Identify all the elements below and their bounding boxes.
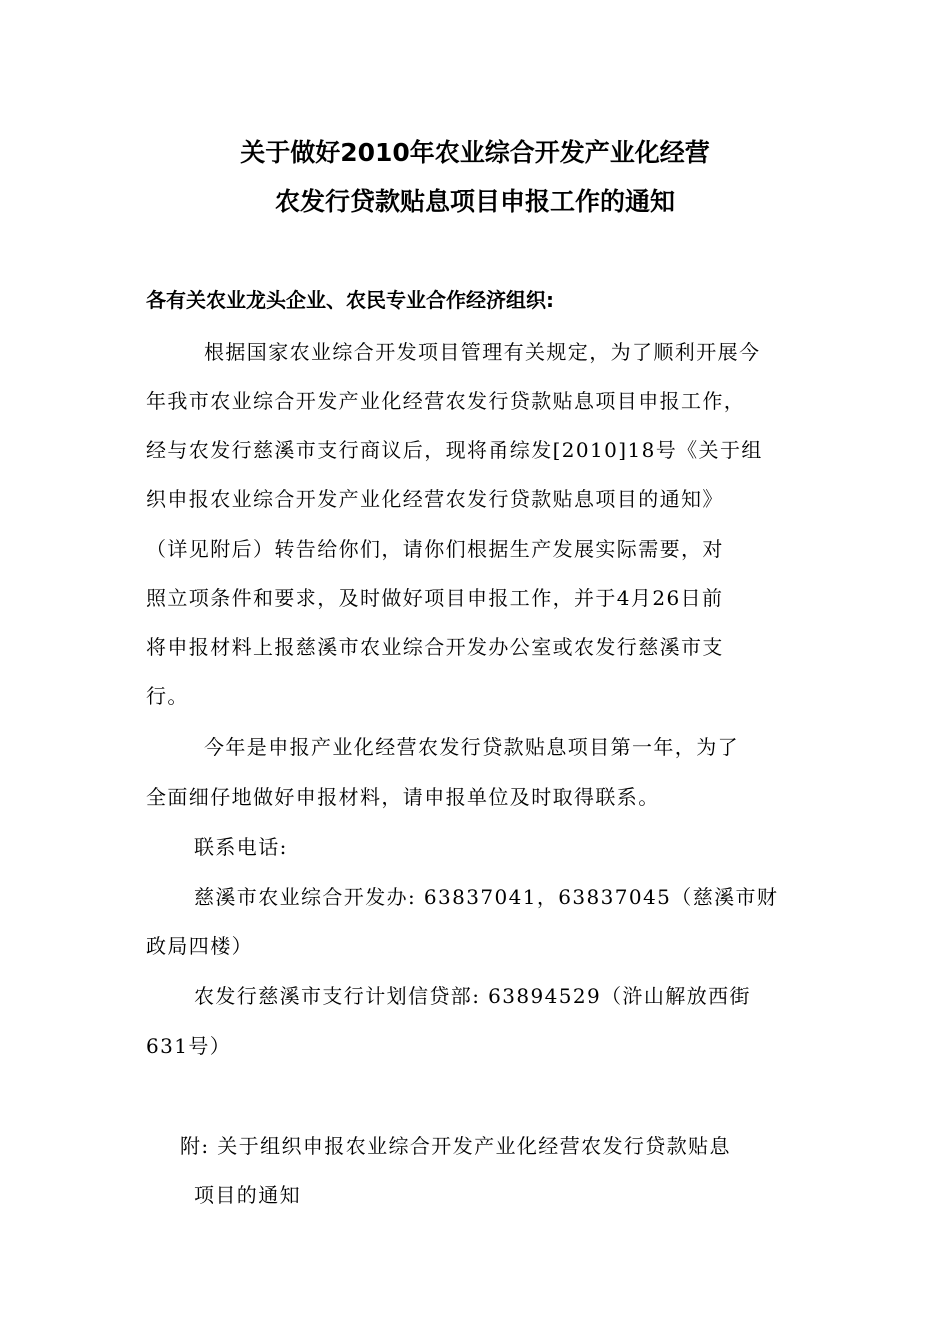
contact-label: 联系电话: [194,835,288,859]
paragraph-1-line-2: 年我市农业综合开发产业化经营农发行贷款贴息项目申报工作， [146,389,746,413]
attachment-line-2: 项目的通知 [194,1183,301,1207]
paragraph-2-line-2: 全面细仔地做好申报材料，请申报单位及时取得联系。 [146,785,660,809]
contact-office-line-2: 政局四楼） [146,934,253,958]
salutation: 各有关农业龙头企业、农民专业合作经济组织: [146,288,554,312]
document-title-line-2: 农发行贷款贴息项目申报工作的通知 [274,187,675,216]
paragraph-1-line-6: 照立项条件和要求，及时做好项目申报工作，并于4月26日前 [146,586,724,610]
paragraph-1-line-3: 经与农发行慈溪市支行商议后，现将甬综发[2010]18号《关于组 [146,438,763,462]
paragraph-1-line-5: （详见附后）转告给你们，请你们根据生产发展实际需要，对 [146,537,724,561]
paragraph-2-line-1: 今年是申报产业化经营农发行贷款贴息项目第一年，为了 [204,735,739,759]
attachment-line-1: 附: 关于组织申报农业综合开发产业化经营农发行贷款贴息 [180,1134,731,1158]
paragraph-1-line-1: 根据国家农业综合开发项目管理有关规定，为了顺利开展今 [204,340,761,364]
contact-bank-line-1: 农发行慈溪市支行计划信贷部: 63894529（浒山解放西街 [194,984,751,1008]
paragraph-1-line-4: 织申报农业综合开发产业化经营农发行贷款贴息项目的通知》 [146,487,724,511]
document-title-line-1: 关于做好2010年农业综合开发产业化经营 [240,138,710,167]
paragraph-1-line-7: 将申报材料上报慈溪市农业综合开发办公室或农发行慈溪市支 [146,635,724,659]
contact-office-line-1: 慈溪市农业综合开发办: 63837041，63837045（慈溪市财 [194,885,779,909]
contact-bank-line-2: 631号） [146,1034,232,1058]
paragraph-1-line-8: 行。 [146,684,189,708]
